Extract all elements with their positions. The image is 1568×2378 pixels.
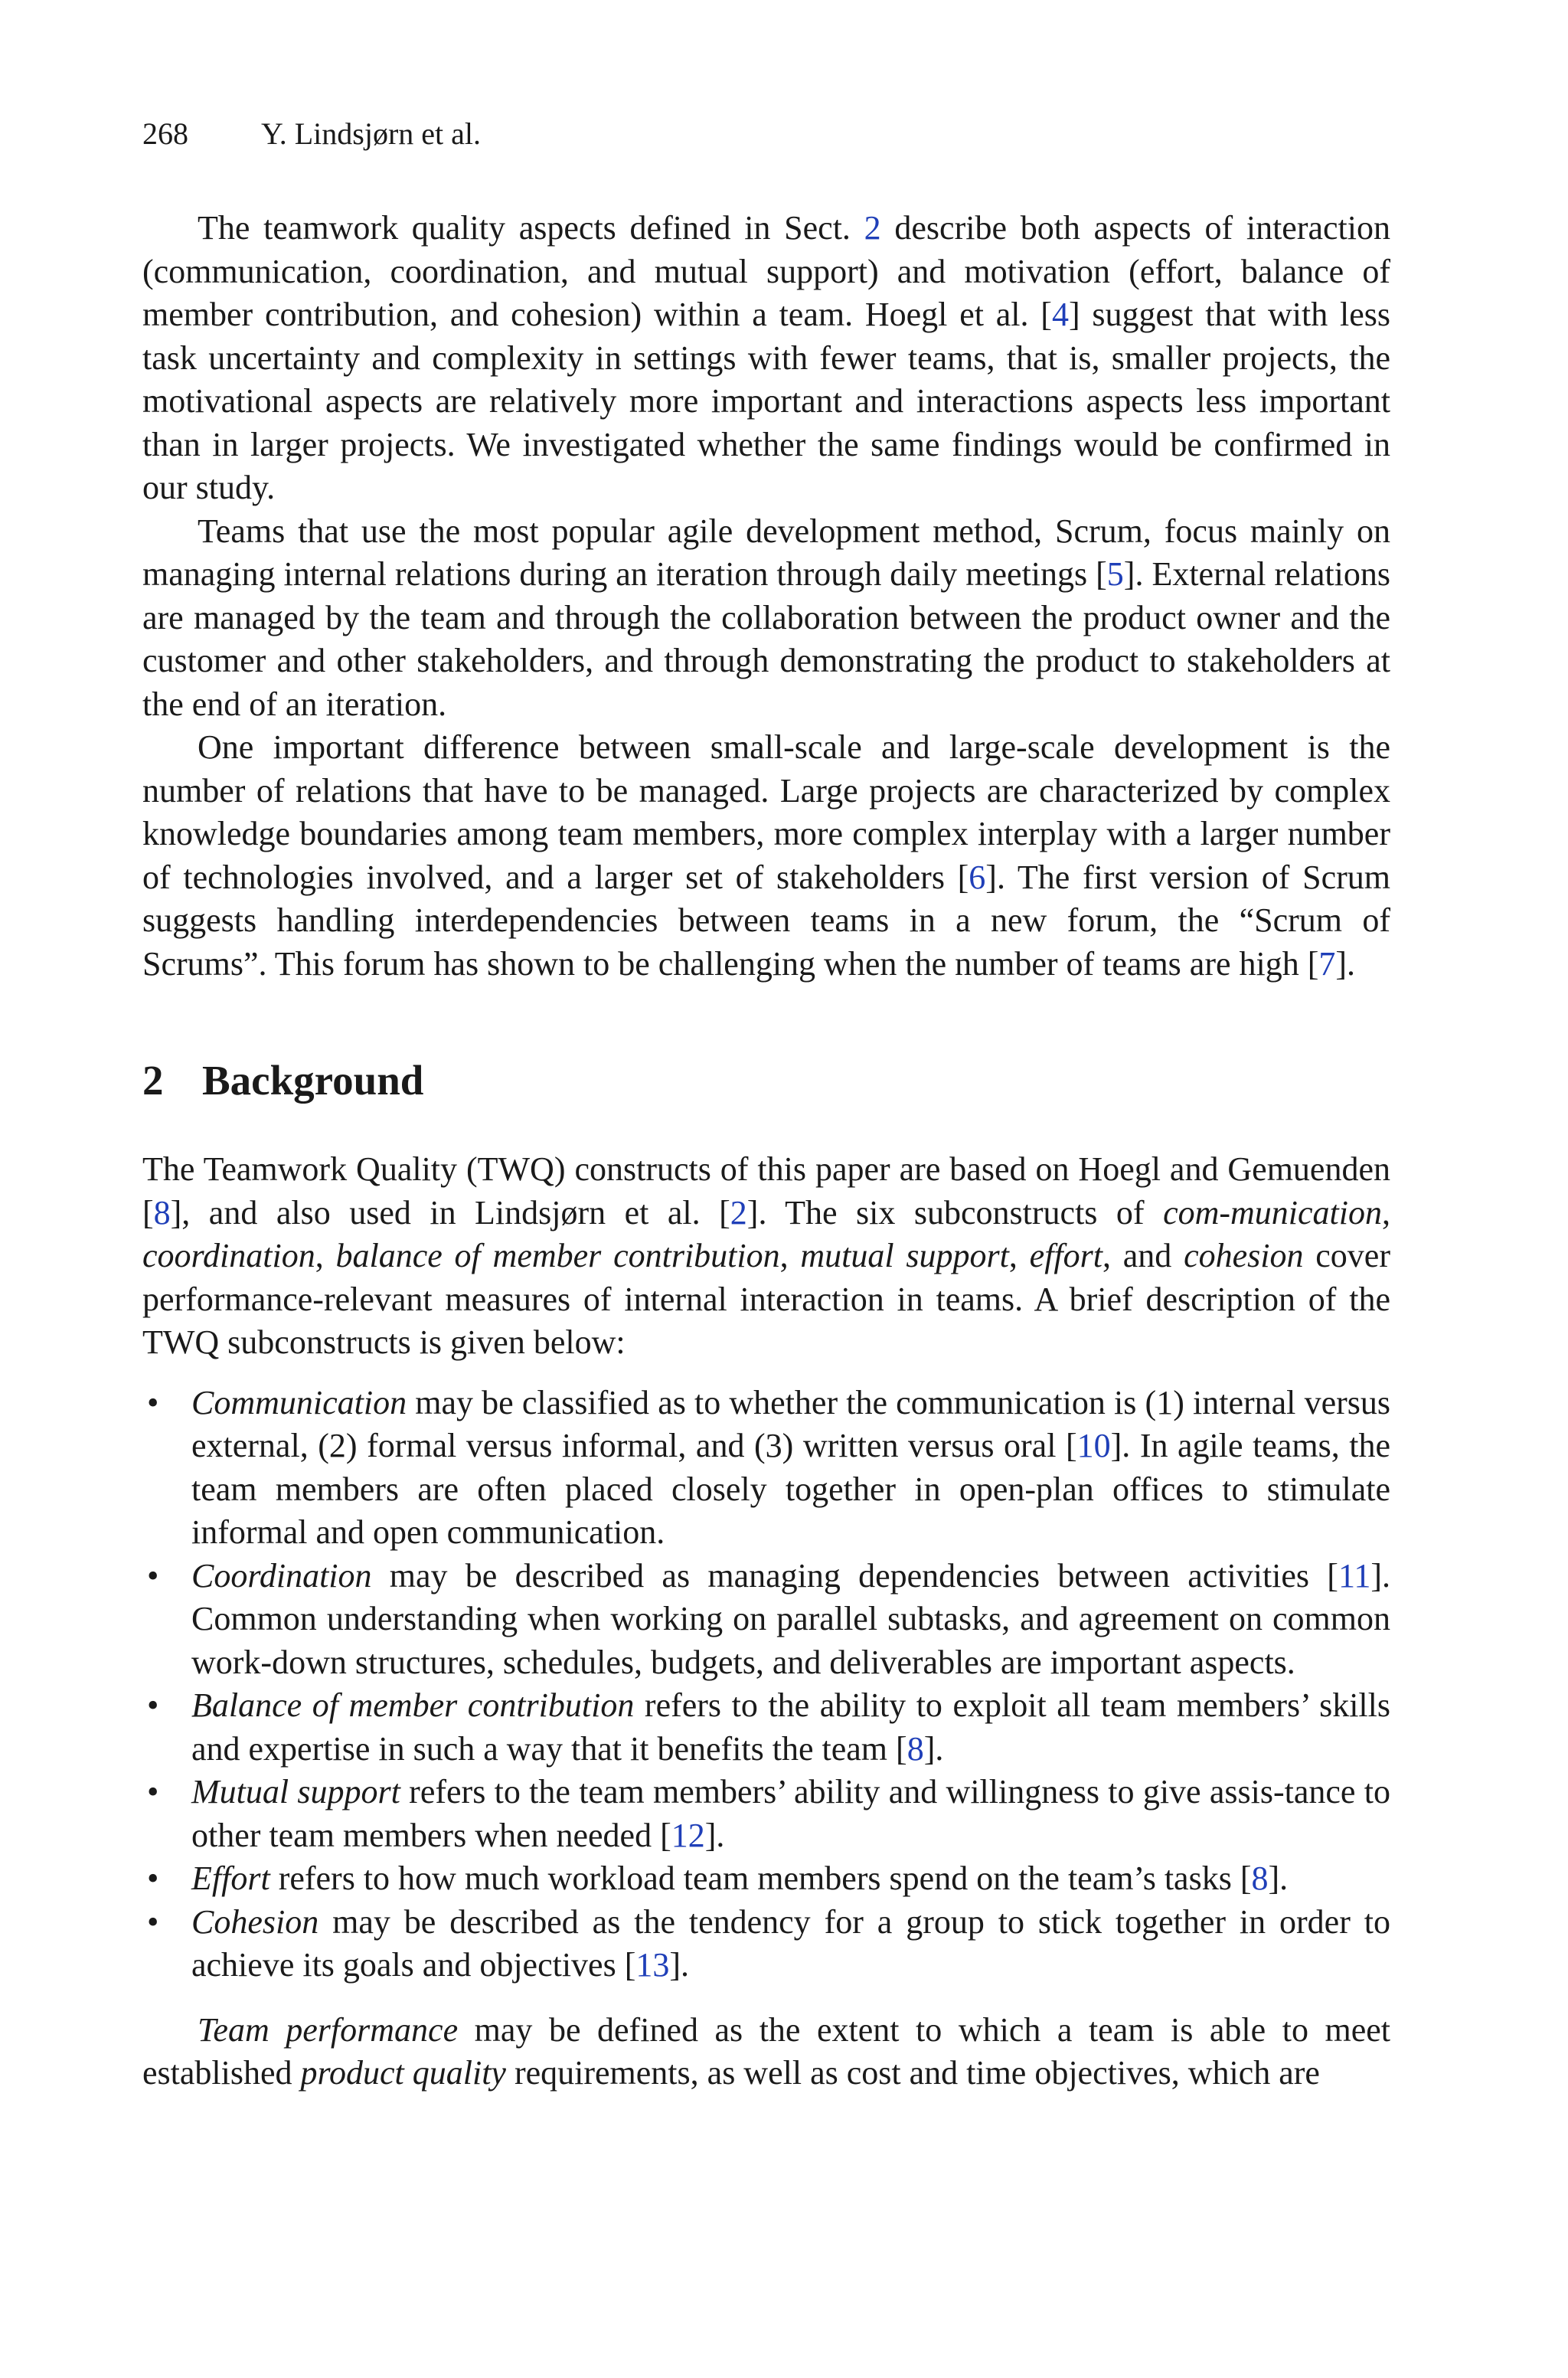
text-run: One important difference between small-scale and large-scale development is the number of relations that have to be managed. Large projects are characterized by complex knowledge boundaries among team members, more complex interplay with a larger number of technologies involved, and a larger set of stakeholders [ [142,728,1390,896]
italic-term: Mutual support [191,1773,400,1810]
paragraph-1 [142,207,1390,510]
closing-paragraph [142,2009,1390,2095]
list-item-text [191,1773,1390,1854]
italic-term: Balance of member contribution [191,1686,635,1724]
italic-term: cohesion [1184,1237,1304,1274]
citation-link[interactable]: 4 [1051,296,1069,333]
bullet-icon: • [147,1860,159,1897]
text-run: , [1008,1237,1030,1274]
page-number: 268 [142,116,188,151]
section-number: 2 [142,1057,164,1104]
list-item-communication [142,1382,1390,1555]
text-run: may be described as the tendency for a group to stick together in order to achieve its goals and objectives [ [191,1902,1390,1984]
text-run: The Teamwork Quality (TWQ) constructs of this paper are based on Hoegl and Gemuenden [ [142,1150,1390,1232]
text-run: describe both aspects of interaction (communication, coordination, and mutual support) and motivation (effort, balance of member contribution, and cohesion) within a team. Hoegl et al. [ [142,209,1390,333]
bullet-icon: • [147,1902,159,1941]
text-run: ] suggest that with less task uncertainty and complexity in settings with fewer teams, that is, smaller projects, the motivational aspects are relatively more important and interactions aspects less important than in larger projects. We investigated whether the same findings would be confirmed in our study. [142,296,1390,506]
italic-term: Communication [191,1383,407,1421]
text-run: ]. Common understanding when working on parallel subtasks, and agreement on common work-down structures, schedules, budgets, and deliverables are important aspects. [191,1556,1390,1681]
bullet-icon: • [147,1556,159,1595]
citation-link[interactable]: 2 [730,1193,747,1232]
text-run: requirements, as well as cost and time objectives, which are [505,2054,1320,2092]
citation-link[interactable]: 11 [1338,1556,1371,1595]
citation-link[interactable]: 7 [1318,944,1336,983]
text-run: may be defined as the extent to which a team is able to meet established [142,2010,1390,2092]
body-text [142,207,1390,2095]
running-head [142,115,481,153]
paragraph-3 [142,726,1390,986]
text-run: The teamwork quality aspects defined in Sect. [198,209,864,247]
list-item-coordination [142,1555,1390,1685]
list-item-text [191,1903,1390,1984]
text-run: refers to the team members’ ability and willingness to give assis-tance to other team members when needed [ [191,1773,1390,1854]
italic-term: Coordination [191,1556,372,1595]
citation-link[interactable]: 2 [864,209,881,247]
italic-term: effort [1029,1237,1102,1274]
text-run: ]. [704,1816,725,1854]
citation-link[interactable]: 8 [153,1193,171,1232]
paragraph-2 [142,510,1390,727]
text-run: refers to the ability to exploit all team members’ skills and expertise in such a way that it benefits the team [ [191,1686,1390,1768]
text-run: , [1382,1193,1390,1232]
text-run: ]. [923,1729,944,1768]
text-run: may be described as managing dependencies between activities [ [371,1556,1338,1595]
italic-term: product quality [300,2054,506,2092]
section-title: Background [202,1057,424,1104]
text-run: , [779,1237,801,1274]
text-run: ]. The first version of Scrum suggests handling interdependencies between teams in a new forum, the “Scrum of Scrums”. This forum has shown to be challenging when the number of teams are high [ [142,858,1391,983]
italic-term: Effort [191,1860,270,1897]
bullet-icon: • [147,1686,159,1724]
citation-link[interactable]: 8 [906,1729,924,1768]
citation-link[interactable]: 5 [1106,555,1124,593]
text-run: ]. [669,1946,690,1984]
background-intro-paragraph [142,1148,1390,1365]
citation-link[interactable]: 12 [671,1816,705,1854]
bullet-icon: • [147,1383,159,1421]
text-run: ], and also used in Lindsjørn et al. [ [170,1193,730,1232]
text-run: cover performance-relevant measures of internal interaction in teams. A brief description of the TWQ subconstructs is given below: [142,1237,1390,1361]
list-item-effort [142,1857,1390,1901]
text-run: ]. External relations are managed by the team and through the collaboration between the product owner and the customer and other stakeholders, and through demonstrating the product to stakeholders at the end of an iteration. [142,555,1390,723]
list-item-balance [142,1684,1390,1771]
running-head-authors: Y. Lindsjørn et al. [261,116,482,151]
text-run: ]. [1268,1860,1289,1897]
list-item-text [191,1384,1390,1552]
italic-term: Cohesion [191,1902,319,1941]
italic-term: com-munication [1163,1193,1382,1232]
citation-link[interactable]: 10 [1076,1427,1111,1464]
list-item-mutual-support [142,1771,1390,1857]
bullet-icon: • [147,1773,159,1810]
twq-subconstruct-list [142,1382,1390,1987]
citation-link[interactable]: 13 [635,1946,670,1984]
italic-term: Team performance [198,2010,459,2049]
text-run: , and [1102,1237,1184,1274]
text-run: , [315,1237,336,1274]
list-item-cohesion [142,1901,1390,1987]
citation-link[interactable]: 6 [969,858,986,896]
italic-term: coordination [142,1237,315,1274]
text-run: Teams that use the most popular agile development method, Scrum, focus mainly on managing internal relations during an iteration through daily meetings [ [142,512,1390,593]
list-item-text [191,1557,1390,1681]
text-run: ]. The six subconstructs of [746,1193,1164,1232]
list-item-text [191,1860,1288,1897]
citation-link[interactable]: 8 [1251,1860,1269,1897]
italic-term: mutual support [800,1237,1009,1274]
text-run: may be classified as to whether the communication is (1) internal versus external, (2) formal versus informal, and (3) written versus oral [ [191,1383,1390,1464]
text-run: refers to how much workload team members spend on the team’s tasks [ [270,1860,1252,1897]
italic-term: balance of member contribution [335,1237,780,1274]
text-run: ]. In agile teams, the team members are often placed closely together in open-plan offices to stimulate informal and open communication. [191,1427,1391,1551]
section-heading [142,1056,1390,1105]
list-item-text [191,1686,1390,1768]
text-run: ]. [1335,944,1356,983]
